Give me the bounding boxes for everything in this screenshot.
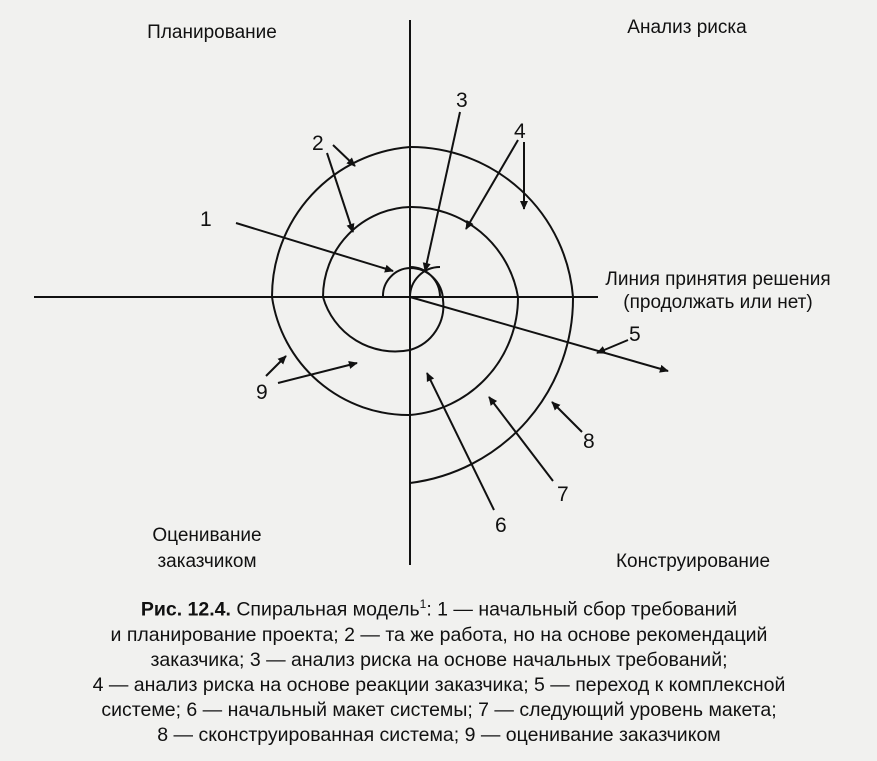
quadrant-customer-evaluation-line2: заказчиком <box>157 551 257 572</box>
decision-line-sublabel: (продолжать или нет) <box>623 292 813 313</box>
caption-line-4: 4 — анализ риска на основе реакции заказчика; 5 — переход к комплексной <box>92 673 786 696</box>
quadrant-risk-analysis: Анализ риска <box>627 17 747 38</box>
decision-line-label: Линия принятия решения <box>605 269 831 290</box>
marker-3: 3 <box>456 89 468 112</box>
arrow-9b <box>266 356 286 376</box>
marker-6: 6 <box>495 514 507 537</box>
arrow-8 <box>552 402 582 432</box>
figure-caption <box>18 592 860 748</box>
arrow-7 <box>489 397 553 481</box>
quadrant-planning: Планирование <box>147 22 277 43</box>
marker-7: 7 <box>557 483 569 506</box>
caption-line-1 <box>18 592 860 623</box>
marker-9: 9 <box>256 381 268 404</box>
caption-line-2: и планирование проекта; 2 — та же работа, но на основе рекомендаций <box>110 623 768 646</box>
marker-2: 2 <box>312 132 324 155</box>
quadrant-engineering: Конструирование <box>615 551 771 572</box>
marker-5: 5 <box>629 323 641 346</box>
arrow-5b <box>597 340 628 353</box>
caption-line-3: заказчика; 3 — анализ риска на основе начальных требований; <box>150 648 728 671</box>
arrow-3 <box>425 112 460 271</box>
caption-title: Спиральная модель <box>236 598 420 621</box>
caption-line-1-rest: : 1 — начальный сбор требований <box>426 598 738 621</box>
arrows <box>236 112 668 510</box>
spiral-curve <box>272 147 573 483</box>
caption-footnote-mark: 1 <box>419 597 427 611</box>
caption-line-6: 8 — сконструированная система; 9 — оценивание заказчиком <box>157 723 721 746</box>
marker-8: 8 <box>583 430 595 453</box>
caption-line-5: системе; 6 — начальный макет системы; 7 — следующий уровень макета; <box>101 698 777 721</box>
arrow-4a <box>466 140 518 229</box>
caption-figure-label: Рис. 12.4. <box>140 598 231 621</box>
arrow-1 <box>236 223 393 271</box>
arrow-6 <box>427 373 494 510</box>
marker-4: 4 <box>514 120 526 143</box>
quadrant-customer-evaluation-line1: Оценивание <box>152 525 262 546</box>
marker-1: 1 <box>200 208 212 231</box>
arrow-2a <box>333 145 355 166</box>
